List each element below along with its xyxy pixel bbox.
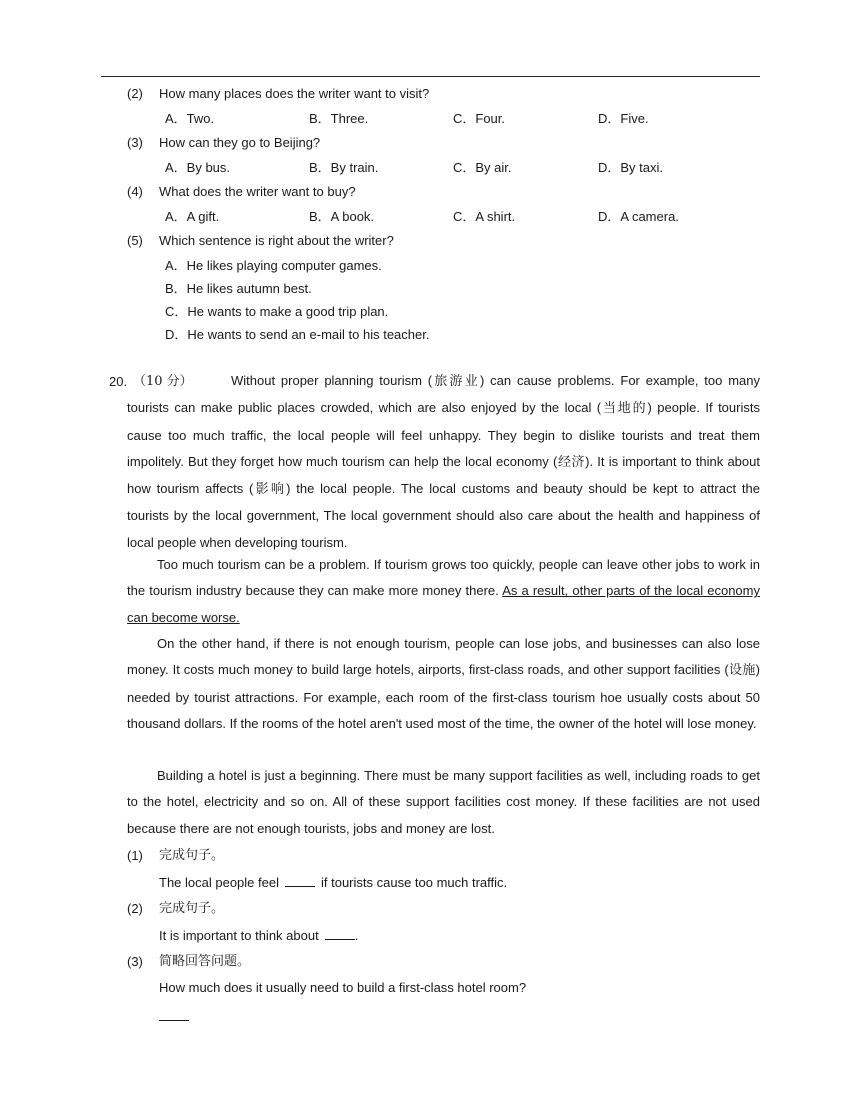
question-number: (2)	[127, 86, 143, 101]
question-number: (3)	[127, 135, 143, 150]
q19-3-option-d[interactable]: D．By taxi.	[598, 160, 664, 175]
passage-paragraph-2: Too much tourism can be a problem. If tourism grows too quickly, people can leave other jobs to work in the tourism industry because they can make more money there. As a result, other parts of the local economy can become worse.	[127, 557, 760, 625]
q19-5	[127, 232, 394, 250]
q20-2-type: 完成句子。	[159, 901, 225, 916]
answer-blank[interactable]	[325, 927, 355, 940]
question-number: (4)	[127, 184, 143, 199]
q20-2-number: (2)	[127, 901, 143, 916]
q19-2-option-c[interactable]: C．Four.	[453, 111, 506, 126]
passage-paragraph-4: Building a hotel is just a beginning. There must be many support facilities as well, including roads to get to the hotel, electricity and so on. All of these support facilities cost money. If these facilities are not used because there are not enough tourists, jobs and money are lost.	[127, 768, 760, 836]
q19-2-option-a[interactable]: A．Two.	[165, 111, 215, 126]
q19-5-option-c[interactable]: C．He wants to make a good trip plan.	[165, 304, 389, 319]
q19-4	[127, 183, 356, 201]
question-text: How many places does the writer want to visit?	[159, 86, 430, 101]
q20-3-type: 简略回答问题。	[159, 954, 251, 969]
q19-3	[127, 134, 321, 152]
question-text: What does the writer want to buy?	[159, 184, 356, 199]
question-text: How can they go to Beijing?	[159, 135, 321, 150]
q19-5-option-b[interactable]: B．He likes autumn best.	[165, 281, 312, 296]
passage-paragraph-1: Without proper planning tourism (旅游业) can cause problems. For example, too many tourists can make public places crowded, which are also enjoyed by the local (当地的) people. If tourists cause too much traffic, the local people will feel unhappy. They begin to dislike tourists and treat them impolitely. But they forget how much tourism can help the local economy (经济). It is important to think about how tourism affects (影响) the local people. The local customs and beauty should be kept to attract the tourists by the local government, The local government should also care about the health and happiness of local people when developing tourism.	[127, 373, 760, 550]
q19-3-option-c[interactable]: C．By air.	[453, 160, 512, 175]
underlined-sentence: As a result, other parts of the local economy can become worse.	[127, 583, 760, 625]
q20-1-type: 完成句子。	[159, 848, 225, 863]
q19-2	[127, 85, 430, 103]
q19-4-option-b[interactable]: B．A book.	[309, 209, 375, 224]
q20-1-sentence: The local people feel if tourists cause too much traffic.	[159, 875, 508, 890]
q20-2-sentence: It is important to think about .	[159, 928, 359, 943]
q19-3-option-a[interactable]: A．By bus.	[165, 160, 231, 175]
q19-4-option-d[interactable]: D．A camera.	[598, 209, 679, 224]
q19-5-option-d[interactable]: D．He wants to send an e-mail to his teacher.	[165, 327, 430, 342]
answer-blank[interactable]	[159, 1007, 189, 1021]
passage-paragraph-3: On the other hand, if there is not enough tourism, people can lose jobs, and businesses can also lose money. It costs much money to build large hotels, airports, first-class roads, and other support facilities (设施) needed by tourist attractions. For example, each room of the first-class tourism hoe usually costs about 50 thousand dollars. If the rooms of the hotel aren't used most of the time, the owner of the hotel will lose money.	[127, 636, 760, 731]
answer-blank[interactable]	[285, 874, 315, 887]
q19-2-option-d[interactable]: D．Five.	[598, 111, 649, 126]
q20-1-number: (1)	[127, 848, 143, 863]
q19-4-option-c[interactable]: C．A shirt.	[453, 209, 516, 224]
q20-3-number: (3)	[127, 954, 143, 969]
q20-number: 20.	[109, 374, 128, 389]
q20-3-question: How much does it usually need to build a first-class hotel room?	[159, 980, 527, 995]
q20-score: （10 分）	[133, 374, 193, 389]
q19-2-option-b[interactable]: B．Three.	[309, 111, 369, 126]
header-rule	[101, 76, 760, 77]
question-number: (5)	[127, 233, 143, 248]
q19-5-option-a[interactable]: A．He likes playing computer games.	[165, 258, 382, 273]
question-text: Which sentence is right about the writer?	[159, 233, 394, 248]
q19-4-option-a[interactable]: A．A gift.	[165, 209, 220, 224]
q19-3-option-b[interactable]: B．By train.	[309, 160, 379, 175]
